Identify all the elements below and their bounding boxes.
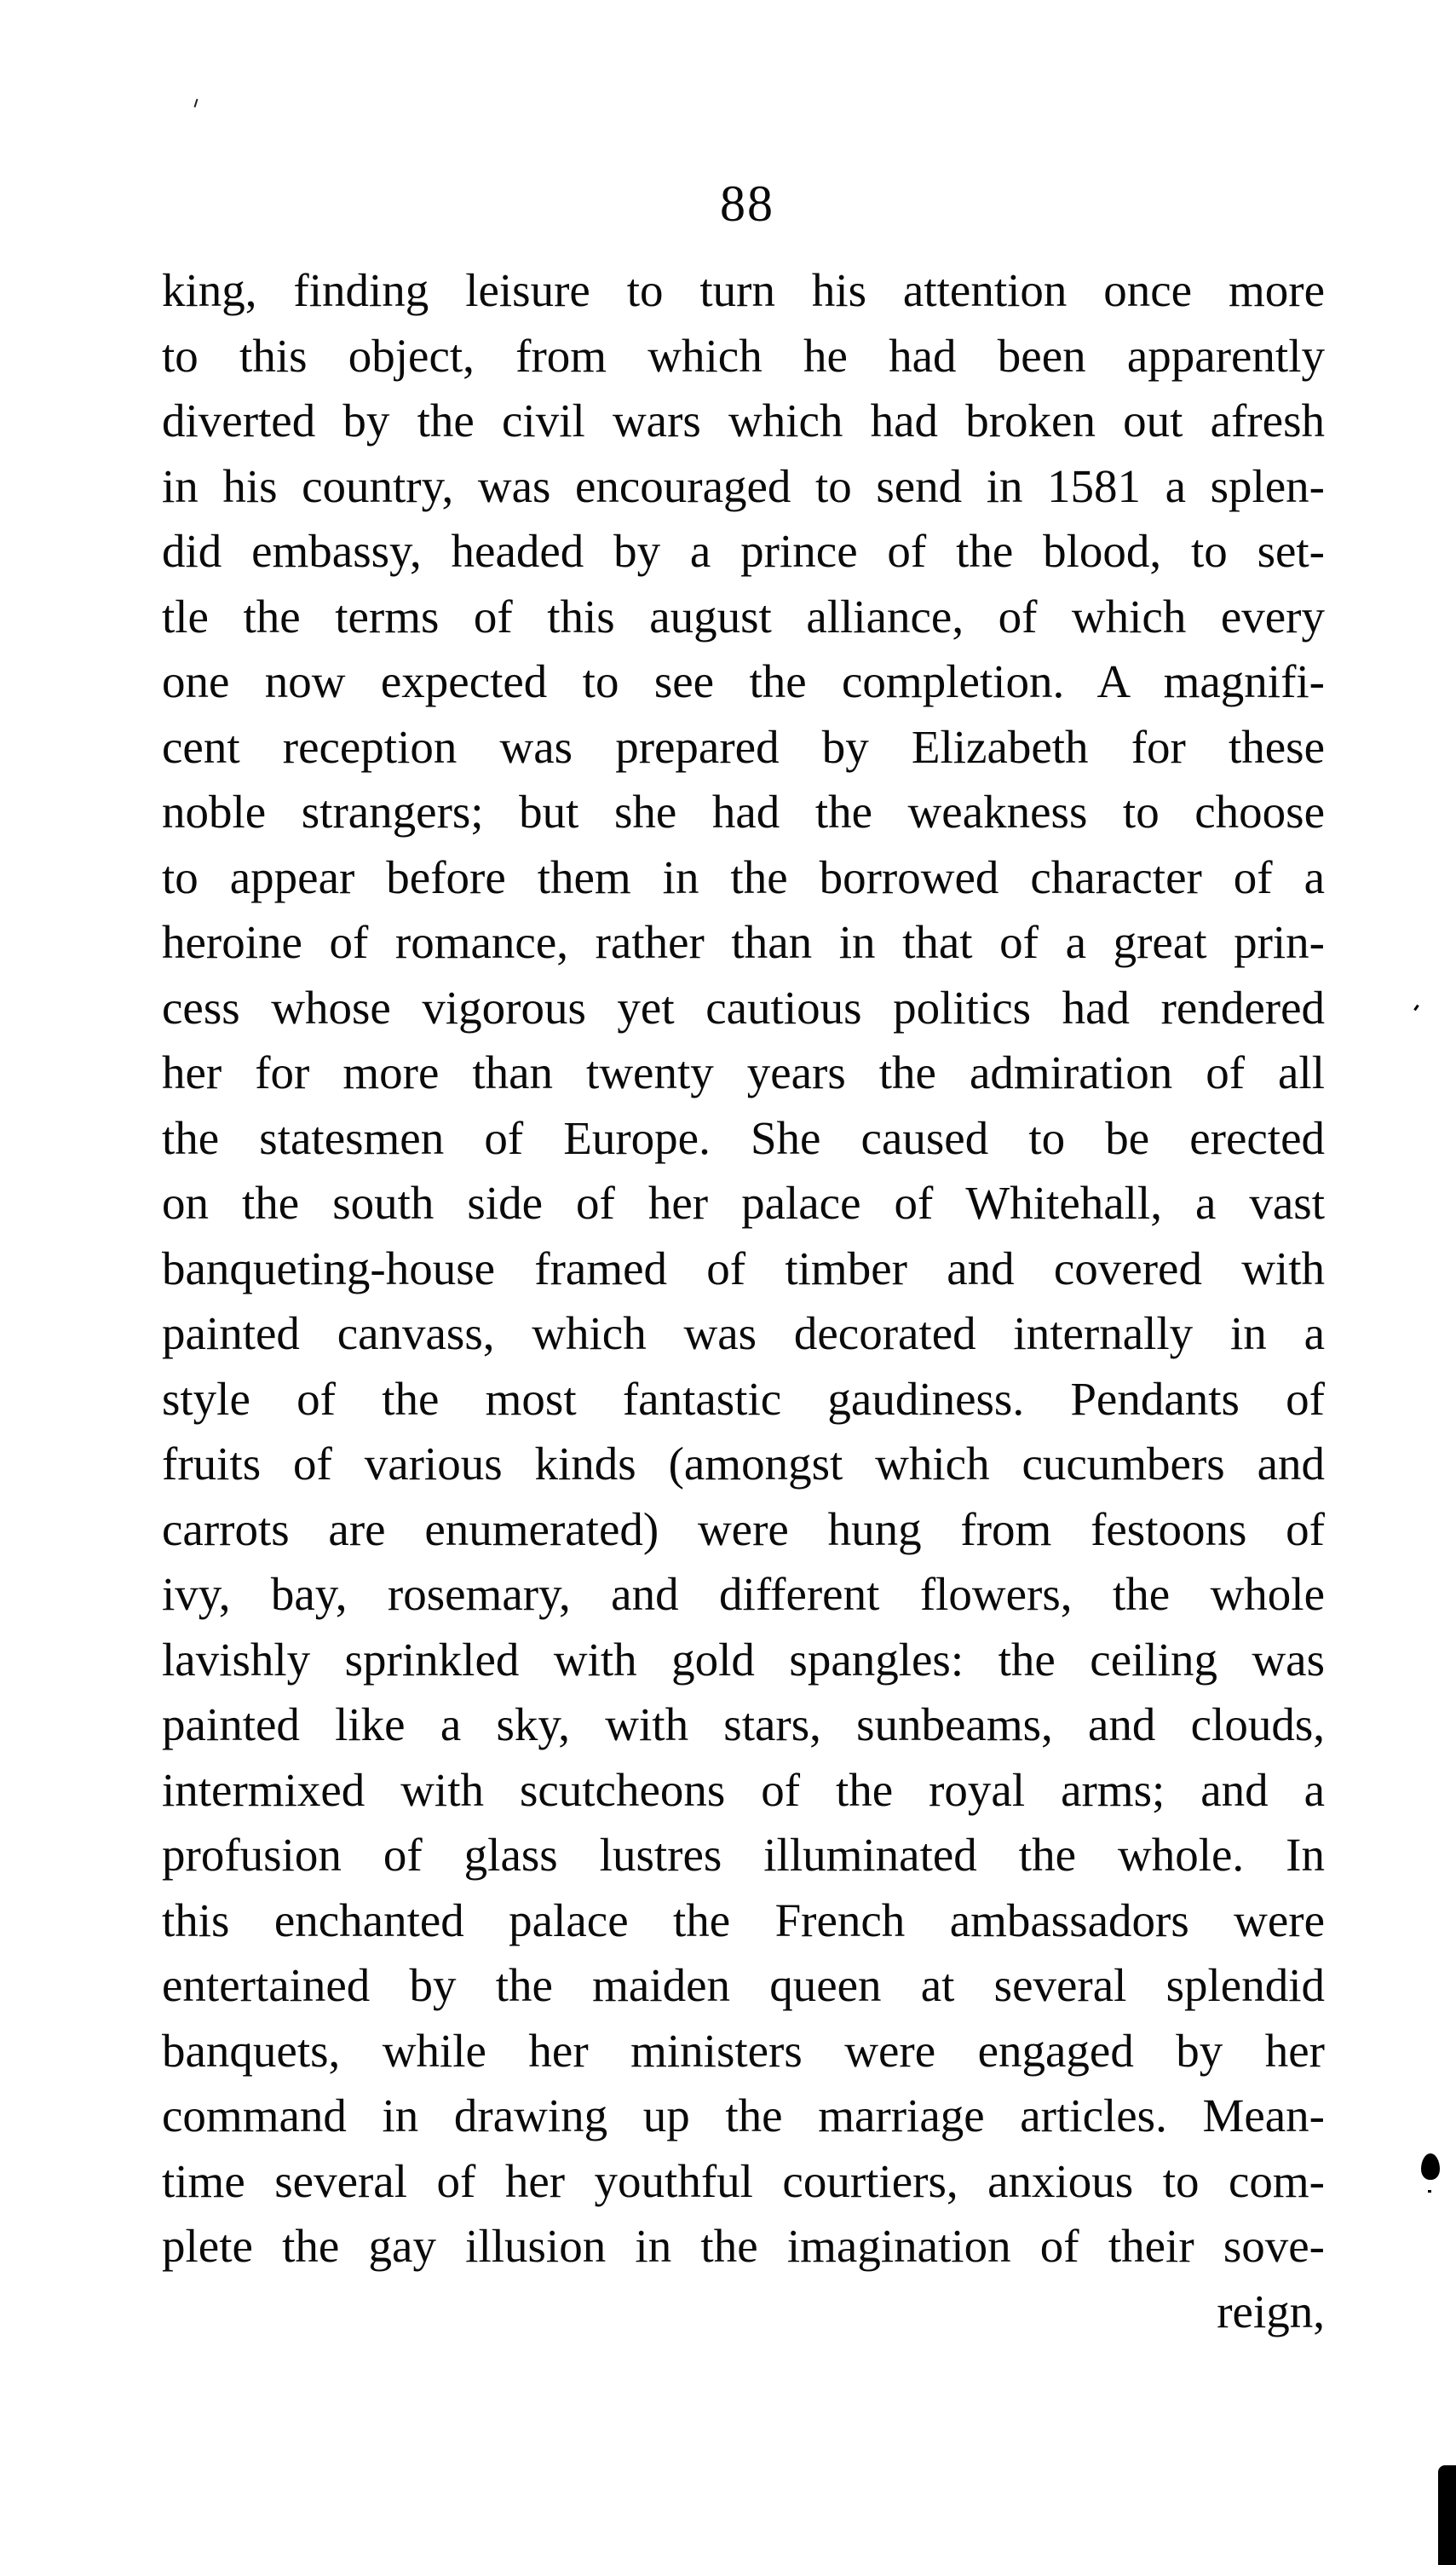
text-line: profusion of glass lustres illuminated the whole. In <box>162 1829 1325 1881</box>
scan-speck <box>1413 1005 1419 1011</box>
text-line: one now expected to see the completion. A magnifi- <box>162 655 1325 707</box>
text-line: ivy, bay, rosemary, and different flowers, the whole <box>162 1568 1325 1620</box>
scan-speck <box>1428 2190 1431 2193</box>
text-line: the statesmen of Europe. She caused to be erected <box>162 1111 1325 1164</box>
text-line: command in drawing up the marriage articles. Mean- <box>162 2089 1325 2141</box>
text-line: lavishly sprinkled with gold spangles: the ceiling was <box>162 1633 1325 1686</box>
text-line: style of the most fantastic gaudiness. Pendants of <box>162 1372 1325 1425</box>
text-line: on the south side of her palace of Whitehall, a vast <box>162 1177 1325 1229</box>
page-number: 88 <box>720 176 774 232</box>
text-line: fruits of various kinds (amongst which cucumbers and <box>162 1438 1325 1490</box>
text-line: plete the gay illusion in the imagination of their sove- <box>162 2220 1325 2272</box>
text-line: time several of her youthful courtiers, anxious to com- <box>162 2154 1325 2207</box>
text-line: intermixed with scutcheons of the royal arms; and a <box>162 1763 1325 1816</box>
text-line: entertained by the maiden queen at several splendid <box>162 1959 1325 2011</box>
ink-blot <box>1421 2153 1440 2180</box>
text-line: cent reception was prepared by Elizabeth for these <box>162 720 1325 773</box>
text-line: did embassy, headed by a prince of the blood, to set- <box>162 525 1325 577</box>
body-text <box>162 258 1325 2344</box>
text-line: diverted by the civil wars which had broken out afresh <box>162 395 1325 447</box>
text-line: to appear before them in the borrowed character of a <box>162 850 1325 903</box>
catchword: reign, <box>1217 2285 1325 2337</box>
text-line: noble strangers; but she had the weakness to choose <box>162 786 1325 838</box>
text-line: tle the terms of this august alliance, of which every <box>162 590 1325 643</box>
text-line: carrots are enumerated) were hung from festoons of <box>162 1502 1325 1555</box>
text-line: banquets, while her ministers were engaged by her <box>162 2024 1325 2077</box>
text-line: her for more than twenty years the admiration of all <box>162 1046 1325 1098</box>
page-edge-shadow <box>1438 2465 1456 2565</box>
text-line: to this object, from which he had been apparently <box>162 329 1325 382</box>
text-line: painted like a sky, with stars, sunbeams, and clouds, <box>162 1698 1325 1750</box>
text-line: this enchanted palace the French ambassadors were <box>162 1893 1325 1946</box>
text-line: painted canvass, which was decorated internally in a <box>162 1307 1325 1359</box>
scan-speck <box>194 99 199 107</box>
text-line: cess whose vigorous yet cautious politics had rendered <box>162 981 1325 1034</box>
text-line: king, finding leisure to turn his attention once more <box>162 264 1325 316</box>
text-line: in his country, was encouraged to send in 1581 a splen- <box>162 459 1325 512</box>
text-line: heroine of romance, rather than in that of a great prin- <box>162 916 1325 968</box>
text-line: banqueting-house framed of timber and covered with <box>162 1242 1325 1294</box>
